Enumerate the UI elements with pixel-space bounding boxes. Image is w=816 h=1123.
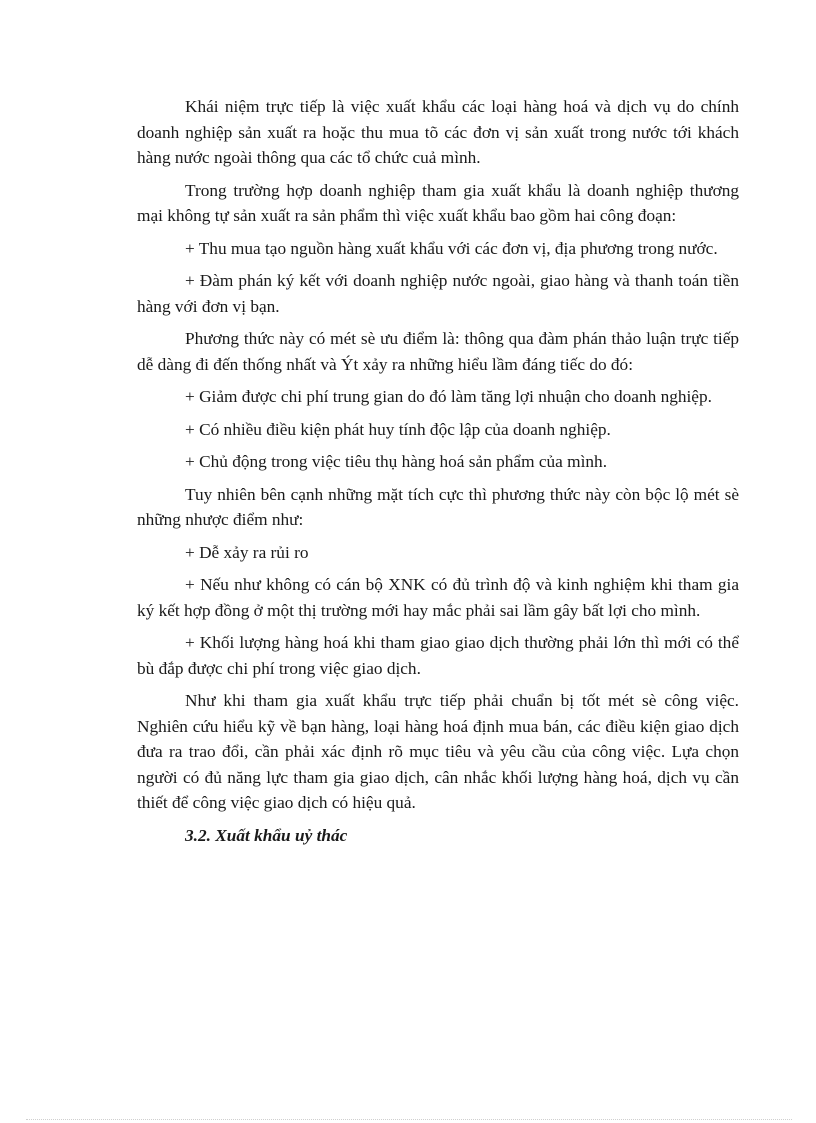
list-item-staff: + Nếu như không có cán bộ XNK có đủ trình độ và kinh nghiệm khi tham gia ký kết hợp đồng ở một thị trường mới hay mắc phải sai lầm gây bất lợi cho mình. <box>137 575 739 620</box>
list-item-risk: + Dễ xảy ra rủi ro <box>185 542 309 562</box>
paragraph-advantages: Phương thức này có mét sè ưu điểm là: thông qua đàm phán thảo luận trực tiếp dễ dàng đi đến thống nhất và Ýt xảy ra những hiểu lầm đáng tiếc do đó: <box>137 329 739 374</box>
page-bottom-divider <box>26 1119 792 1120</box>
list-item-volume: + Khối lượng hàng hoá khi tham giao giao dịch thường phải lớn thì mới có thể bù đắp được chi phí trong việc giao dịch. <box>137 633 739 678</box>
paragraph-preparation: Như khi tham gia xuất khẩu trực tiếp phải chuẩn bị tốt mét sè công việc. Nghiên cứu hiểu kỹ về bạn hàng, loại hàng hoá định mua bán, các điều kiện giao dịch đưa ra trao đổi, cần phải xác định rõ mục tiêu và yêu cầu của công việc. Lựa chọn người có đủ năng lực tham gia giao dịch, cân nhắc khối lượng hàng hoá, dịch vụ cần thiết để công việc giao dịch có hiệu quả. <box>137 691 739 812</box>
list-item-reduce-cost: + Giảm được chi phí trung gian do đó làm tăng lợi nhuận cho doanh nghiệp. <box>185 387 712 406</box>
section-heading: 3.2. Xuất khẩu uỷ thác <box>185 825 348 845</box>
list-item-independence: + Có nhiều điều kiện phát huy tính độc lập của doanh nghiệp. <box>185 419 611 439</box>
list-item-negotiation: + Đàm phán ký kết với doanh nghiệp nước ngoài, giao hàng và thanh toán tiền hàng với đơn vị bạn. <box>137 271 739 316</box>
list-item-initiative: + Chủ động trong việc tiêu thụ hàng hoá sản phẩm của mình. <box>185 452 608 471</box>
document-page <box>137 94 739 848</box>
list-item-purchasing: + Thu mua tạo nguồn hàng xuất khẩu với các đơn vị, địa phương trong nước. <box>185 238 718 258</box>
paragraph-disadvantages: Tuy nhiên bên cạnh những mặt tích cực thì phương thức này còn bộc lộ mét sè những nhược điểm như: <box>137 484 739 529</box>
paragraph-direct-export-concept: Khái niệm trực tiếp là việc xuất khẩu các loại hàng hoá và dịch vụ do chính doanh nghiệp sản xuất ra hoặc thu mua tõ các đơn vị sản xuất trong nước tới khách hàng nước ngoài thông qua các tổ chức cuả mình. <box>137 97 739 167</box>
paragraph-trading-enterprise: Trong trường hợp doanh nghiệp tham gia xuất khẩu là doanh nghiệp thương mại không tự sản xuất ra sản phẩm thì việc xuất khẩu bao gồm hai công đoạn: <box>137 180 739 225</box>
